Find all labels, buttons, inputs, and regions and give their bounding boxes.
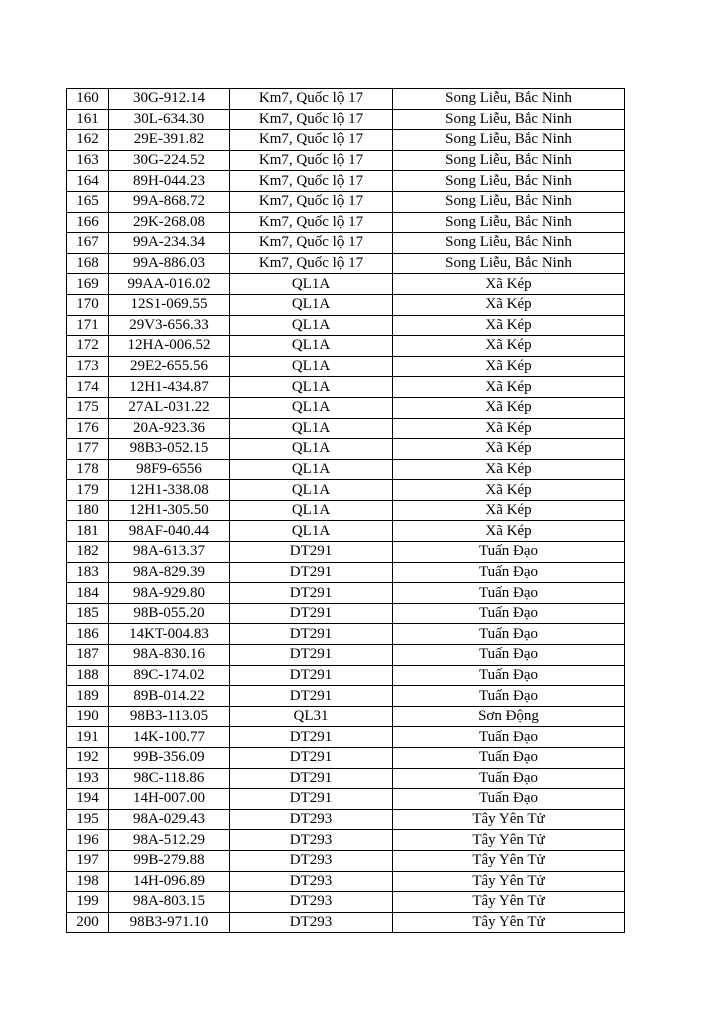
location-cell: Song Liễu, Bắc Ninh xyxy=(393,253,625,274)
license-plate-cell: 99B-279.88 xyxy=(109,850,230,871)
row-number-cell: 180 xyxy=(67,500,109,521)
row-number-cell: 164 xyxy=(67,171,109,192)
table-row xyxy=(67,356,625,377)
location-cell: Tuấn Đạo xyxy=(393,789,625,810)
row-number-cell: 176 xyxy=(67,418,109,439)
location-cell: Tuấn Đạo xyxy=(393,748,625,769)
license-plate-cell: 98AF-040.44 xyxy=(109,521,230,542)
license-plate-cell: 99A-886.03 xyxy=(109,253,230,274)
location-cell: Song Liễu, Bắc Ninh xyxy=(393,150,625,171)
route-cell: DT291 xyxy=(230,727,393,748)
license-plate-cell: 29E2-655.56 xyxy=(109,356,230,377)
license-plate-cell: 12S1-069.55 xyxy=(109,294,230,315)
location-cell: Tuấn Đạo xyxy=(393,686,625,707)
row-number-cell: 168 xyxy=(67,253,109,274)
table-row xyxy=(67,603,625,624)
license-plate-cell: 14H-096.89 xyxy=(109,871,230,892)
table-row xyxy=(67,89,625,110)
location-cell: Tây Yên Tử xyxy=(393,830,625,851)
row-number-cell: 162 xyxy=(67,130,109,151)
license-plate-cell: 14KT-004.83 xyxy=(109,624,230,645)
table-row xyxy=(67,418,625,439)
license-plate-cell: 14K-100.77 xyxy=(109,727,230,748)
route-cell: Km7, Quốc lộ 17 xyxy=(230,191,393,212)
license-plate-cell: 99B-356.09 xyxy=(109,748,230,769)
table-row xyxy=(67,809,625,830)
table-row xyxy=(67,583,625,604)
location-cell: Tây Yên Tử xyxy=(393,871,625,892)
location-cell: Tuấn Đạo xyxy=(393,665,625,686)
table-row xyxy=(67,727,625,748)
route-cell: DT293 xyxy=(230,892,393,913)
row-number-cell: 177 xyxy=(67,439,109,460)
table-row xyxy=(67,892,625,913)
location-cell: Xã Kép xyxy=(393,397,625,418)
row-number-cell: 198 xyxy=(67,871,109,892)
row-number-cell: 194 xyxy=(67,789,109,810)
row-number-cell: 166 xyxy=(67,212,109,233)
route-cell: DT291 xyxy=(230,603,393,624)
license-plate-cell: 98C-118.86 xyxy=(109,768,230,789)
row-number-cell: 188 xyxy=(67,665,109,686)
table-row xyxy=(67,624,625,645)
route-cell: DT291 xyxy=(230,562,393,583)
route-cell: DT293 xyxy=(230,871,393,892)
location-cell: Song Liễu, Bắc Ninh xyxy=(393,89,625,110)
route-cell: QL1A xyxy=(230,377,393,398)
row-number-cell: 200 xyxy=(67,912,109,933)
row-number-cell: 191 xyxy=(67,727,109,748)
location-cell: Tuấn Đạo xyxy=(393,645,625,666)
license-plate-cell: 89B-014.22 xyxy=(109,686,230,707)
route-cell: DT291 xyxy=(230,624,393,645)
location-cell: Xã Kép xyxy=(393,356,625,377)
route-cell: QL1A xyxy=(230,336,393,357)
location-cell: Song Liễu, Bắc Ninh xyxy=(393,191,625,212)
route-cell: Km7, Quốc lộ 17 xyxy=(230,233,393,254)
license-plate-cell: 98A-512.29 xyxy=(109,830,230,851)
table-row xyxy=(67,500,625,521)
location-cell: Xã Kép xyxy=(393,294,625,315)
route-cell: QL1A xyxy=(230,274,393,295)
table-row xyxy=(67,377,625,398)
row-number-cell: 170 xyxy=(67,294,109,315)
license-plate-cell: 29V3-656.33 xyxy=(109,315,230,336)
location-cell: Tây Yên Tử xyxy=(393,912,625,933)
route-cell: QL1A xyxy=(230,480,393,501)
license-plate-cell: 98F9-6556 xyxy=(109,459,230,480)
table-row xyxy=(67,686,625,707)
table-row xyxy=(67,130,625,151)
table-row xyxy=(67,830,625,851)
row-number-cell: 175 xyxy=(67,397,109,418)
license-plate-cell: 99AA-016.02 xyxy=(109,274,230,295)
route-cell: QL31 xyxy=(230,706,393,727)
table-row xyxy=(67,315,625,336)
location-cell: Xã Kép xyxy=(393,418,625,439)
row-number-cell: 169 xyxy=(67,274,109,295)
table-row xyxy=(67,274,625,295)
license-plate-cell: 27AL-031.22 xyxy=(109,397,230,418)
license-plate-cell: 98A-613.37 xyxy=(109,542,230,563)
location-cell: Song Liễu, Bắc Ninh xyxy=(393,130,625,151)
table-row xyxy=(67,336,625,357)
table-row xyxy=(67,645,625,666)
row-number-cell: 187 xyxy=(67,645,109,666)
table-row xyxy=(67,109,625,130)
route-cell: QL1A xyxy=(230,397,393,418)
route-cell: Km7, Quốc lộ 17 xyxy=(230,130,393,151)
location-cell: Song Liễu, Bắc Ninh xyxy=(393,233,625,254)
route-cell: QL1A xyxy=(230,356,393,377)
license-plate-cell: 98B3-052.15 xyxy=(109,439,230,460)
location-cell: Song Liễu, Bắc Ninh xyxy=(393,109,625,130)
route-cell: QL1A xyxy=(230,315,393,336)
row-number-cell: 195 xyxy=(67,809,109,830)
route-cell: DT291 xyxy=(230,748,393,769)
table-row xyxy=(67,294,625,315)
location-cell: Xã Kép xyxy=(393,377,625,398)
location-cell: Sơn Động xyxy=(393,706,625,727)
row-number-cell: 182 xyxy=(67,542,109,563)
location-cell: Xã Kép xyxy=(393,439,625,460)
row-number-cell: 181 xyxy=(67,521,109,542)
location-cell: Xã Kép xyxy=(393,274,625,295)
location-cell: Xã Kép xyxy=(393,500,625,521)
table-row xyxy=(67,233,625,254)
vehicle-table xyxy=(66,88,625,933)
row-number-cell: 192 xyxy=(67,748,109,769)
route-cell: Km7, Quốc lộ 17 xyxy=(230,171,393,192)
table-row xyxy=(67,789,625,810)
row-number-cell: 165 xyxy=(67,191,109,212)
row-number-cell: 179 xyxy=(67,480,109,501)
location-cell: Tây Yên Tử xyxy=(393,892,625,913)
table-row xyxy=(67,397,625,418)
row-number-cell: 199 xyxy=(67,892,109,913)
license-plate-cell: 30G-224.52 xyxy=(109,150,230,171)
license-plate-cell: 12H1-338.08 xyxy=(109,480,230,501)
license-plate-cell: 12H1-305.50 xyxy=(109,500,230,521)
table-row xyxy=(67,212,625,233)
row-number-cell: 190 xyxy=(67,706,109,727)
route-cell: DT291 xyxy=(230,583,393,604)
row-number-cell: 193 xyxy=(67,768,109,789)
license-plate-cell: 98A-929.80 xyxy=(109,583,230,604)
route-cell: Km7, Quốc lộ 17 xyxy=(230,150,393,171)
license-plate-cell: 29K-268.08 xyxy=(109,212,230,233)
location-cell: Tây Yên Tử xyxy=(393,809,625,830)
route-cell: QL1A xyxy=(230,294,393,315)
row-number-cell: 184 xyxy=(67,583,109,604)
table-row xyxy=(67,191,625,212)
row-number-cell: 163 xyxy=(67,150,109,171)
route-cell: Km7, Quốc lộ 17 xyxy=(230,212,393,233)
license-plate-cell: 99A-868.72 xyxy=(109,191,230,212)
row-number-cell: 173 xyxy=(67,356,109,377)
table-row xyxy=(67,912,625,933)
license-plate-cell: 89C-174.02 xyxy=(109,665,230,686)
table-row xyxy=(67,459,625,480)
license-plate-cell: 98A-803.15 xyxy=(109,892,230,913)
license-plate-cell: 98B-055.20 xyxy=(109,603,230,624)
route-cell: DT293 xyxy=(230,912,393,933)
table-row xyxy=(67,171,625,192)
row-number-cell: 160 xyxy=(67,89,109,110)
route-cell: DT291 xyxy=(230,542,393,563)
location-cell: Xã Kép xyxy=(393,336,625,357)
license-plate-cell: 30G-912.14 xyxy=(109,89,230,110)
row-number-cell: 183 xyxy=(67,562,109,583)
row-number-cell: 161 xyxy=(67,109,109,130)
route-cell: DT291 xyxy=(230,645,393,666)
license-plate-cell: 12H1-434.87 xyxy=(109,377,230,398)
license-plate-cell: 30L-634.30 xyxy=(109,109,230,130)
route-cell: QL1A xyxy=(230,459,393,480)
location-cell: Tuấn Đạo xyxy=(393,727,625,748)
table-row xyxy=(67,768,625,789)
route-cell: QL1A xyxy=(230,418,393,439)
location-cell: Song Liễu, Bắc Ninh xyxy=(393,212,625,233)
license-plate-cell: 12HA-006.52 xyxy=(109,336,230,357)
location-cell: Song Liễu, Bắc Ninh xyxy=(393,171,625,192)
license-plate-cell: 89H-044.23 xyxy=(109,171,230,192)
location-cell: Tuấn Đạo xyxy=(393,603,625,624)
row-number-cell: 174 xyxy=(67,377,109,398)
vehicle-table-body xyxy=(67,89,625,933)
table-row xyxy=(67,871,625,892)
route-cell: Km7, Quốc lộ 17 xyxy=(230,109,393,130)
table-row xyxy=(67,253,625,274)
location-cell: Xã Kép xyxy=(393,480,625,501)
license-plate-cell: 99A-234.34 xyxy=(109,233,230,254)
location-cell: Tuấn Đạo xyxy=(393,583,625,604)
row-number-cell: 178 xyxy=(67,459,109,480)
route-cell: DT291 xyxy=(230,665,393,686)
route-cell: Km7, Quốc lộ 17 xyxy=(230,253,393,274)
license-plate-cell: 98B3-113.05 xyxy=(109,706,230,727)
location-cell: Xã Kép xyxy=(393,315,625,336)
location-cell: Tuấn Đạo xyxy=(393,542,625,563)
route-cell: DT293 xyxy=(230,850,393,871)
row-number-cell: 171 xyxy=(67,315,109,336)
table-row xyxy=(67,521,625,542)
row-number-cell: 189 xyxy=(67,686,109,707)
table-row xyxy=(67,542,625,563)
location-cell: Tuấn Đạo xyxy=(393,562,625,583)
row-number-cell: 185 xyxy=(67,603,109,624)
route-cell: DT291 xyxy=(230,789,393,810)
row-number-cell: 196 xyxy=(67,830,109,851)
table-row xyxy=(67,439,625,460)
location-cell: Tuấn Đạo xyxy=(393,768,625,789)
table-row xyxy=(67,748,625,769)
row-number-cell: 186 xyxy=(67,624,109,645)
table-row xyxy=(67,850,625,871)
route-cell: DT293 xyxy=(230,830,393,851)
row-number-cell: 197 xyxy=(67,850,109,871)
location-cell: Tuấn Đạo xyxy=(393,624,625,645)
table-row xyxy=(67,150,625,171)
license-plate-cell: 98A-829.39 xyxy=(109,562,230,583)
license-plate-cell: 98B3-971.10 xyxy=(109,912,230,933)
license-plate-cell: 98A-029.43 xyxy=(109,809,230,830)
route-cell: QL1A xyxy=(230,500,393,521)
route-cell: DT291 xyxy=(230,768,393,789)
license-plate-cell: 98A-830.16 xyxy=(109,645,230,666)
table-row xyxy=(67,562,625,583)
route-cell: QL1A xyxy=(230,521,393,542)
route-cell: QL1A xyxy=(230,439,393,460)
license-plate-cell: 20A-923.36 xyxy=(109,418,230,439)
row-number-cell: 172 xyxy=(67,336,109,357)
route-cell: DT293 xyxy=(230,809,393,830)
location-cell: Tây Yên Tử xyxy=(393,850,625,871)
table-row xyxy=(67,665,625,686)
table-row xyxy=(67,480,625,501)
route-cell: DT291 xyxy=(230,686,393,707)
location-cell: Xã Kép xyxy=(393,459,625,480)
table-row xyxy=(67,706,625,727)
license-plate-cell: 29E-391.82 xyxy=(109,130,230,151)
license-plate-cell: 14H-007.00 xyxy=(109,789,230,810)
route-cell: Km7, Quốc lộ 17 xyxy=(230,89,393,110)
row-number-cell: 167 xyxy=(67,233,109,254)
location-cell: Xã Kép xyxy=(393,521,625,542)
